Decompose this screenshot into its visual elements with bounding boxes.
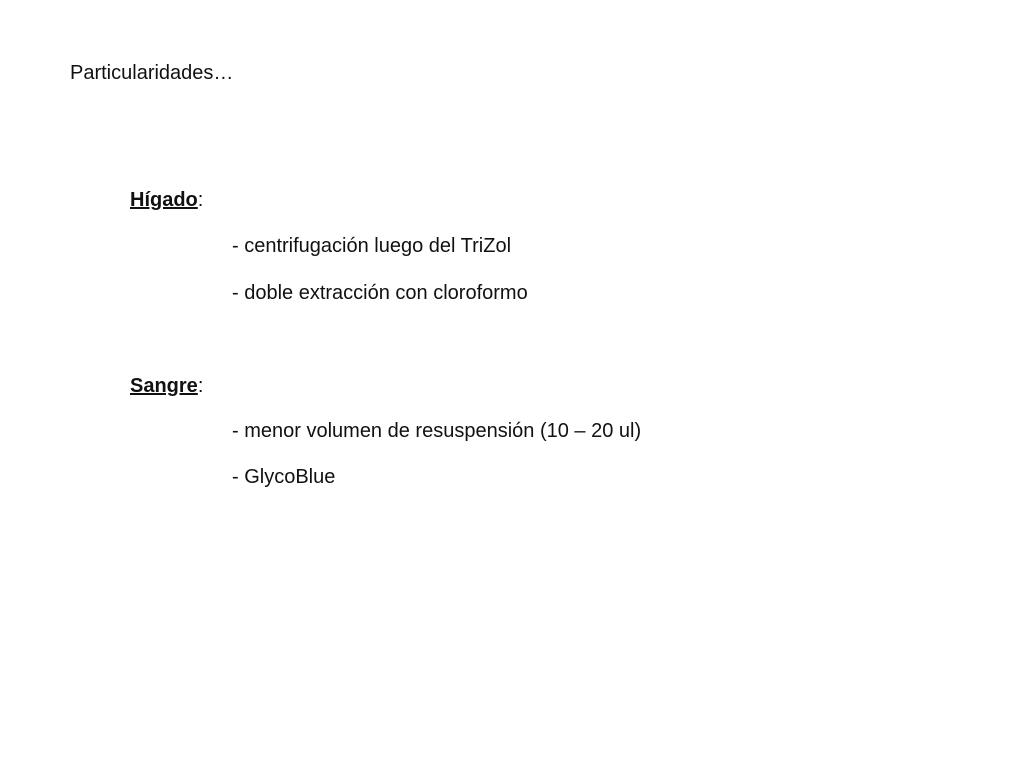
section-term-sangre: Sangre xyxy=(130,375,198,397)
section-heading-sangre xyxy=(130,373,203,399)
section-term-higado: Hígado xyxy=(130,189,198,211)
section-suffix-higado: : xyxy=(197,189,204,211)
section-suffix-sangre: : xyxy=(197,375,204,397)
list-item-higado-2: - doble extracción con cloroformo xyxy=(232,282,528,304)
slide-title: Particularidades… xyxy=(70,62,234,84)
section-heading-higado xyxy=(130,187,203,213)
list-item-higado-1: - centrifugación luego del TriZol xyxy=(232,235,512,257)
list-item-sangre-1: - menor volumen de resuspensión (10 – 20 ul) xyxy=(232,420,642,442)
list-item-sangre-2: - GlycoBlue xyxy=(232,466,336,488)
